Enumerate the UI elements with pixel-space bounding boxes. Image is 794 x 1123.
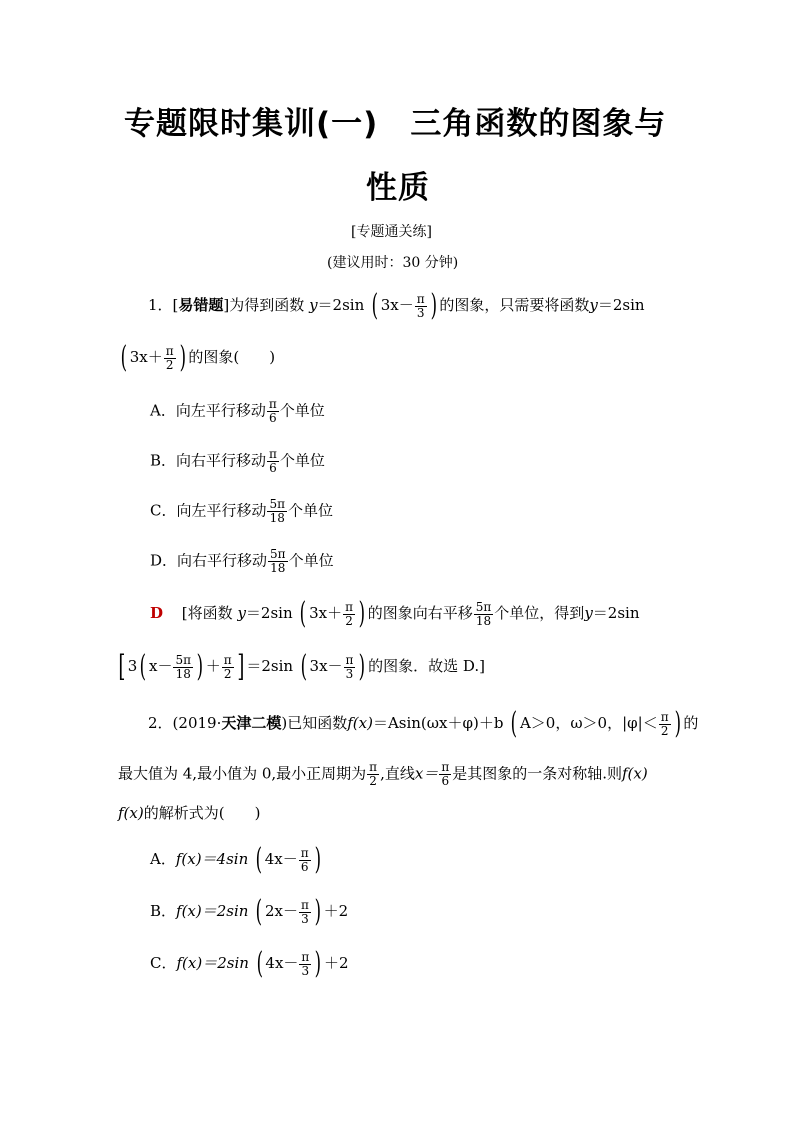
option-tail: 个单位 [288,501,334,520]
left-paren: ( [256,946,263,981]
option-tail: 个单位 [288,551,334,570]
fraction-pi-2: $\frac{\pi}{2}$ [165,343,174,372]
right-paren: ) [430,288,437,323]
q1-y2: y [589,296,598,314]
right-paren: ) [196,649,204,684]
option-fraction: $\frac{\pi}{3}$ [300,897,309,926]
option-label: C．向左平行移动 [150,501,267,520]
q2-stem-line1 [148,706,699,741]
right-bracket: ] [236,649,244,684]
right-paren: ) [359,649,366,684]
option-fraction: $\frac{5\pi}{18}$ [269,497,286,525]
left-paren: ( [255,842,263,877]
fraction-5pi-18: $\frac{5\pi}{18}$ [175,652,191,681]
q2-fx3: f(x) [118,804,144,822]
q1-stem-line1 [148,288,645,323]
sol-e2: x－ [148,657,173,675]
q2-option-a[interactable] [150,842,323,877]
q2-fx: f(x) [347,714,373,732]
q1-y: y [309,296,318,314]
page-title-line2: 性质 [366,170,430,206]
time-note: (建议用时：30 分钟) [327,255,459,271]
q1-stem-a: ]为得到函数 [223,296,305,314]
q1-tag: 易错题 [178,296,224,314]
fraction-pi-2: $\frac{\pi}{2}$ [660,709,669,738]
q1-solution-line2 [116,649,486,684]
q1-solution-line1 [150,596,640,631]
q1-option-a[interactable] [150,398,325,425]
option-label: B．向右平行移动 [150,451,267,470]
sol-e1: 3 [127,657,138,675]
q2-line2-b: ,直线 [380,764,415,783]
q2-line2-a: 最大值为 4,最小值为 0,最小正周期为 [118,764,367,783]
q1-option-d[interactable] [150,548,334,575]
sol-f: ＝2sin [246,657,294,675]
q2-stem-line3 [118,802,260,824]
left-paren: ( [300,649,307,684]
option-arg: 4x－ [264,850,298,868]
option-fraction: $\frac{\pi}{6}$ [269,447,277,475]
q1-arg2: 3x＋ [129,348,163,366]
q2-source: 天津二模 [221,714,282,732]
option-expr: f(x)＝2sin [176,902,249,920]
right-paren: ) [314,946,322,981]
left-bracket: [ [118,649,126,684]
q1-eq2: ＝2sin [597,296,645,314]
fraction-pi-3: $\frac{\pi}{3}$ [416,291,425,320]
sol-y: y [237,604,246,622]
q2-x: x＝ [414,764,439,783]
q2-line3: 的解析式为( ) [143,804,261,822]
sol-eq: ＝2sin [245,604,293,622]
q1-option-b[interactable] [150,448,325,475]
left-paren: ( [300,596,307,631]
sol-h: 的图象．故选 D.] [368,657,486,675]
option-expr: f(x)＝4sin [175,850,249,868]
q2-option-c[interactable] [150,946,349,981]
q1-option-c[interactable] [150,498,333,525]
option-tail: 个单位 [279,401,325,420]
option-expr: f(x)＝2sin [176,954,249,972]
left-paren: ( [120,340,128,375]
q1-stem-line2 [118,340,276,375]
q2-stem-b: 的 [683,714,699,732]
fraction-pi-2: $\frac{\pi}{2}$ [345,599,354,628]
fraction-pi-3: $\frac{\pi}{3}$ [345,652,354,681]
q1-stem-b: 的图象，只需要将函数 [439,296,590,314]
option-tail: 个单位 [279,451,325,470]
option-label: A．向左平行移动 [150,401,266,420]
option-label: D．向右平行移动 [150,551,268,570]
fraction-pi-6: $\frac{\pi}{6}$ [441,760,450,788]
q1-number: 1．[ [148,296,179,314]
page-title-line1: 专题限时集训(一) 三角函数的图象与 [124,106,667,142]
option-fraction: $\frac{\pi}{6}$ [268,397,277,425]
q2-line2-c: 是其图象的一条对称轴.则 [452,764,622,783]
option-label: B． [150,902,177,920]
sol-y2: y [584,604,593,622]
q2-stem-a: )已知函数 [281,714,348,732]
left-paren: ( [371,288,379,323]
q1-arg1: 3x－ [380,296,414,314]
option-tail: ＋2 [324,954,349,972]
sol-a: [将函数 [181,604,233,622]
right-paren: ) [314,842,321,877]
option-fraction: $\frac{\pi}{6}$ [300,845,309,874]
left-paren: ( [510,706,518,741]
q2-eq: ＝Asin(ωx＋φ)＋b [372,714,504,732]
q2-cond: A＞0，ω＞0，|φ|＜ [519,714,658,732]
fraction-5pi-18: $\frac{5\pi}{18}$ [475,599,492,628]
right-paren: ) [179,340,186,375]
section-subtitle: [专题通关练] [351,224,432,240]
q2-stem-line2 [118,761,648,788]
left-paren: ( [255,894,263,929]
sol-c: 个单位，得到 [494,604,585,622]
right-paren: ) [674,706,681,741]
q1-eq: ＝2sin [317,296,365,314]
sol-g: 3x－ [309,657,343,675]
option-label: C． [150,954,177,972]
option-fraction: $\frac{5\pi}{18}$ [270,547,286,575]
sol-b: 的图象向右平移 [367,604,473,622]
option-label: A． [150,850,176,868]
q1-answer-letter: D [150,604,164,622]
q2-option-b[interactable] [150,894,349,929]
right-paren: ) [358,596,366,631]
q1-stem-c: 的图象( ) [188,348,276,366]
option-arg: 4x－ [265,954,299,972]
sol-d: ＝2sin [592,604,640,622]
q2-fx2: f(x) [621,764,648,783]
sol-e3: ＋ [205,657,221,675]
option-tail: ＋2 [323,902,349,920]
fraction-pi-2: $\frac{\pi}{2}$ [369,760,378,788]
option-arg: 2x－ [264,902,298,920]
left-paren: ( [139,649,147,684]
option-fraction: $\frac{\pi}{3}$ [301,949,310,978]
right-paren: ) [314,894,321,929]
fraction-pi-2: $\frac{\pi}{2}$ [223,652,232,681]
q2-number: 2．(2019· [148,714,222,732]
sol-arg: 3x＋ [309,604,343,622]
